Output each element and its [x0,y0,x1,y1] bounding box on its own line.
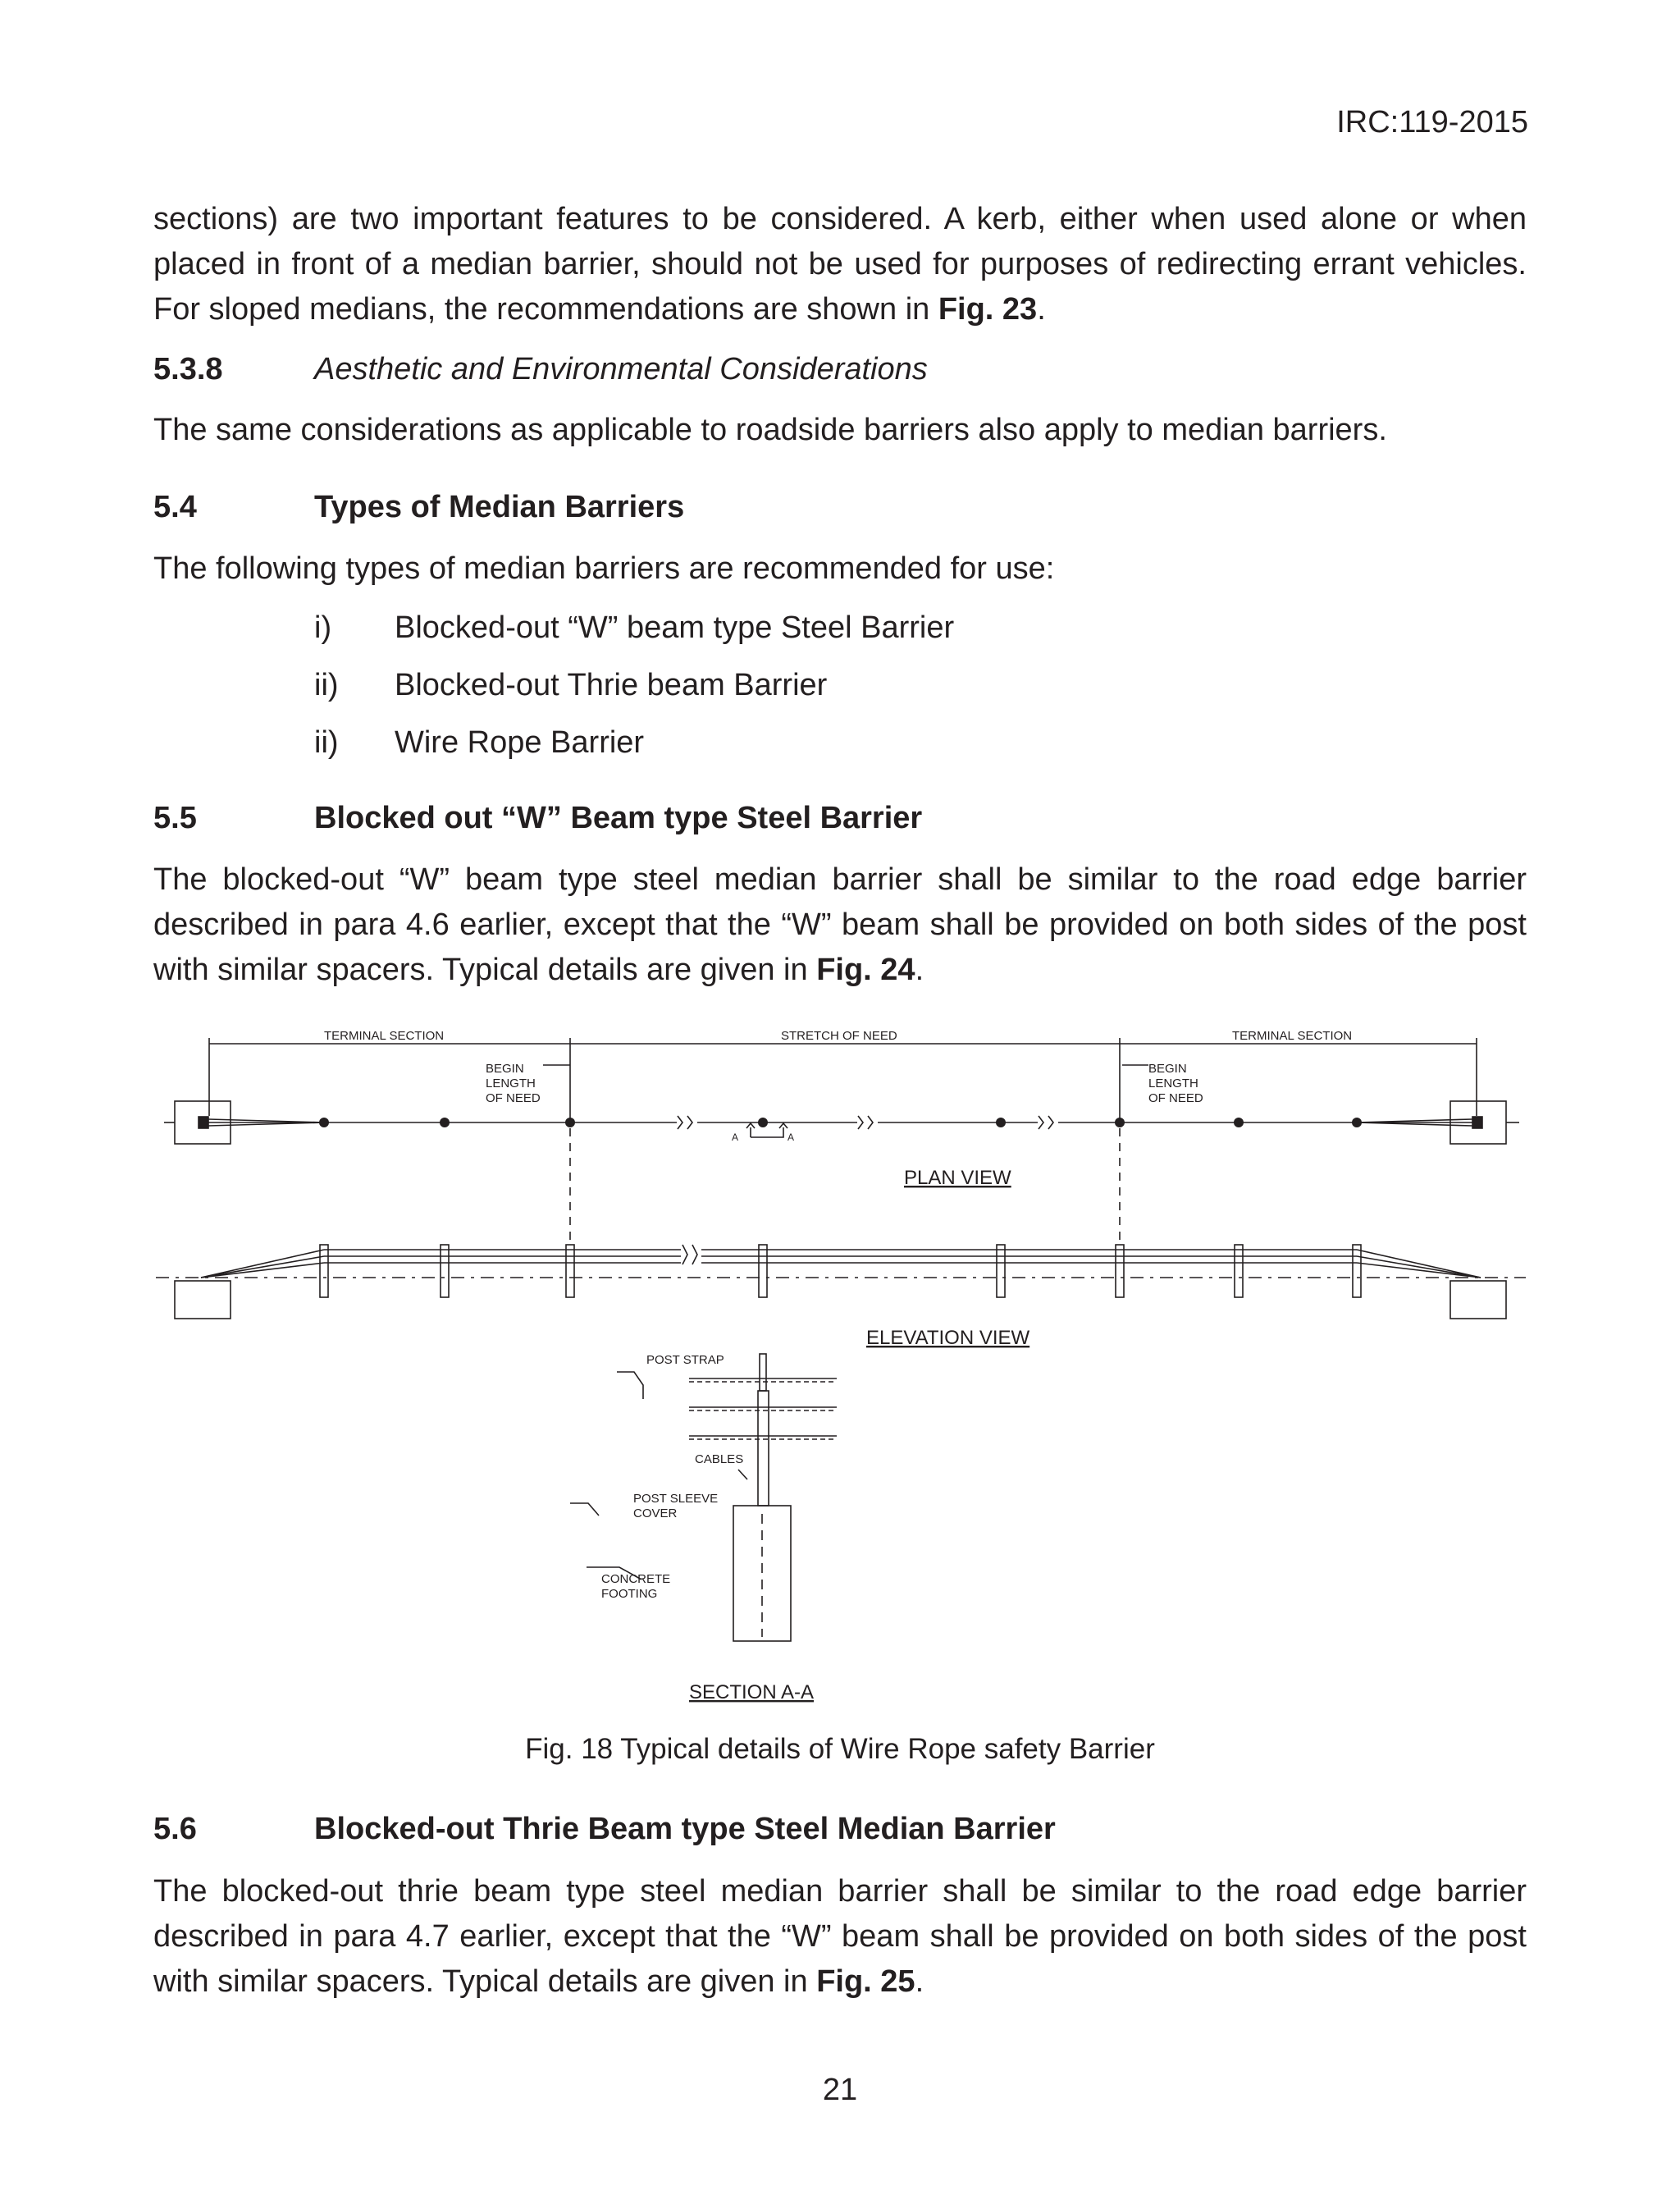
anchor-plate-right [1472,1117,1482,1128]
cable-elevation [201,1263,324,1278]
list-item-text: Blocked-out “W” beam type Steel Barrier [395,610,955,645]
section-cut-marker [751,1127,783,1137]
post-elevation [1353,1245,1361,1297]
figure-reference: Fig. 25 [816,1964,915,1999]
break-mark [678,1116,692,1129]
section-5-6-body: The blocked-out thrie beam type steel median barrier shall be similar to the road edge barrier described in para 4.7 earlier, except that the “W” beam shall be provided on both sides of the post with similar spacers. Typical details are given in [153,1874,1527,1999]
cable-elevation [1357,1263,1481,1278]
begin-length-right-2: LENGTH [1148,1077,1198,1090]
terminal-section-left-label: TERMINAL SECTION [324,1030,445,1043]
section-5-5-text [153,857,1527,993]
concrete-footing-label-1: CONCRETE [601,1572,671,1586]
leader-line [617,1372,643,1399]
sentence-end: . [1037,292,1046,327]
break-mark [858,1116,873,1129]
begin-length-right-3: OF NEED [1148,1091,1203,1105]
section-number: 5.3.8 [153,352,223,386]
post-marker [996,1118,1006,1127]
elevation-view-label: ELEVATION VIEW [866,1327,1030,1349]
cables-label: CABLES [695,1452,744,1466]
section-heading-5-6 [153,1807,1056,1852]
intro-paragraph [153,197,1527,332]
post-elevation [1116,1245,1124,1297]
post-elevation [566,1245,574,1297]
section-5-4-intro: The following types of median barriers are recommended for use: [153,551,1055,586]
leader-line [738,1470,747,1479]
sentence-end: . [915,1964,924,1999]
list-item [314,606,954,651]
list-item [314,663,827,708]
terminal-section-right-label: TERMINAL SECTION [1232,1030,1353,1043]
section-5-3-8-text: The same considerations as applicable to roadside barriers also apply to median barriers. [153,413,1387,447]
concrete-footing-label-2: FOOTING [601,1587,658,1601]
section-aa-label: SECTION A-A [689,1681,815,1703]
sentence-end: . [915,953,924,987]
list-marker: ii) [314,668,339,702]
cable-elevation [201,1256,324,1278]
cable-elevation [201,1250,324,1278]
list-item-text: Blocked-out Thrie beam Barrier [395,668,828,702]
figure-reference: Fig. 23 [938,292,1038,327]
begin-length-left-1: BEGIN [486,1062,524,1076]
begin-length-right-1: BEGIN [1148,1062,1187,1076]
section-title: Blocked-out Thrie Beam type Steel Median Barrier [314,1812,1056,1846]
plan-view-label: PLAN VIEW [904,1167,1011,1189]
cable-elevation [1357,1256,1481,1278]
anchor-plate-left [199,1117,208,1128]
post-sleeve-label-2: COVER [633,1506,678,1520]
list-marker: ii) [314,725,339,760]
break-mark [682,1245,697,1264]
section-number: 5.6 [153,1812,197,1846]
section-5-5-body: The blocked-out “W” beam type steel median barrier shall be similar to the road edge barrier described in para 4.6 earlier, except that the “W” beam shall be provided on both sides of the post with similar spacers. Typical details are given in [153,862,1527,987]
section-heading-5-4 [153,485,684,530]
figure-caption: Fig. 18 Typical details of Wire Rope safety Barrier [525,1733,1155,1765]
section-heading-5-3-8 [153,347,928,392]
section-title: Types of Median Barriers [314,490,685,524]
post-elevation [1235,1245,1243,1297]
post-marker [1234,1118,1244,1127]
list-item [314,720,644,766]
stretch-of-need-label: STRETCH OF NEED [781,1030,897,1043]
figure-reference: Fig. 24 [816,953,915,987]
break-mark [1039,1116,1053,1129]
anchor-block-elevation-right [1450,1281,1506,1319]
page-number: 21 [822,2073,858,2107]
cable-elevation [1357,1250,1481,1278]
begin-length-left-3: OF NEED [486,1091,541,1105]
section-5-6-text [153,1869,1527,2005]
section-number: 5.4 [153,490,197,524]
begin-length-left-2: LENGTH [486,1077,536,1090]
post-marker [1352,1118,1362,1127]
post-elevation [320,1245,328,1297]
list-item-text: Wire Rope Barrier [395,725,645,760]
post-sleeve-label-1: POST SLEEVE [633,1492,719,1506]
post-elevation [441,1245,449,1297]
post-marker [319,1118,329,1127]
section-mark-a-left: A [732,1132,739,1143]
post-marker [565,1118,575,1127]
list-marker: i) [314,610,332,645]
post-strap-label: POST STRAP [646,1353,724,1367]
section-heading-5-5 [153,796,922,841]
intro-paragraph-text: sections) are two important features to be considered. A kerb, either when used alone or when placed in front of a median barrier, should not be used for purposes of redirecting errant vehicles. For sloped medians, the recommendations are shown in [153,202,1527,327]
section-title: Aesthetic and Environmental Considerations [314,352,928,386]
post-section [758,1391,769,1506]
post-elevation [759,1245,767,1297]
post-marker [758,1118,768,1127]
section-number: 5.5 [153,801,197,835]
section-mark-a-right: A [788,1132,795,1143]
post-marker [1115,1118,1125,1127]
section-title: Blocked out “W” Beam type Steel Barrier [314,801,923,835]
document-code: IRC:119-2015 [1336,105,1528,139]
post-elevation [997,1245,1005,1297]
leader-line [570,1503,599,1516]
elevation-posts [320,1245,1361,1297]
anchor-block-elevation-left [175,1281,231,1319]
post-strap [760,1354,766,1391]
post-marker [440,1118,450,1127]
wire-rope-barrier-drawing [156,1030,1526,1715]
